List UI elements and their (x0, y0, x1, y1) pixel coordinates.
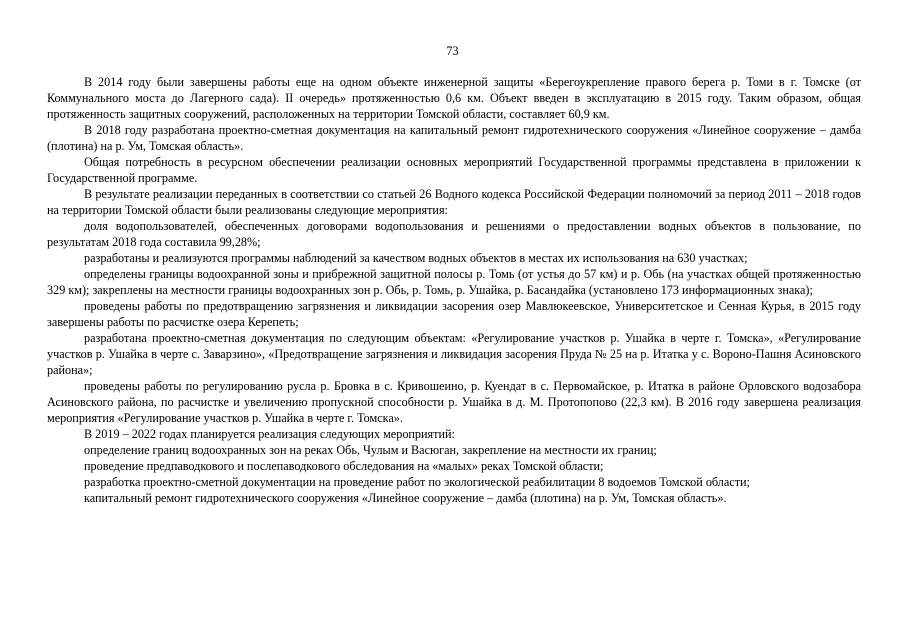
list-item-protection-zones: определены границы водоохранной зоны и прибрежной защитной полосы р. Томь (от устья до 57 км) и р. Обь (на участках общей протяженностью 329 км); закреплены на местности границы водоохранных зон р. Обь, р. Томь, р. Ушайка, р. Басандайка (установлено 173 информационных знака); (47, 267, 861, 297)
list-item-zone-boundaries: определение границ водоохранных зон на реках Обь, Чулым и Васюган, закрепление на местности их границ; (84, 443, 657, 457)
paragraph-planned-2019-2022: В 2019 – 2022 годах планируется реализация следующих мероприятий: (84, 427, 455, 441)
list-item-flood-survey: проведение предпаводкового и послепаводкового обследования на «малых» реках Томской области; (84, 459, 604, 473)
paragraph-embankment-tomsk: В 2014 году были завершены работы еще на одном объекте инженерной защиты «Берегоукрепление правого берега р. Томи в г. Томске (от Коммунального моста до Лагерного сада). II очередь» протяженностью 0,6 км. Объект введен в эксплуатацию в 2015 году. Таким образом, общая протяженность защитных сооружений, расположенных на территории Томской области, составляет 60,9 км. (47, 75, 861, 121)
list-item-dam-repair: капитальный ремонт гидротехнического сооружения «Линейное сооружение – дамба (плотина) на р. Ум, Томская область». (84, 491, 727, 505)
paragraph-dam-documentation: В 2018 году разработана проектно-сметная документация на капитальный ремонт гидротехнического сооружения «Линейное сооружение – дамба (плотина) на р. Ум, Томская область». (47, 123, 861, 153)
list-item-lakes-cleanup: проведены работы по предотвращению загрязнения и ликвидации засорения озер Мавлюкеевское, Университетское и Сенная Курья, в 2015 году завершены работы по расчистке озера Керепеть; (47, 299, 861, 329)
list-item-monitoring-programs: разработаны и реализуются программы наблюдений за качеством водных объектов в местах их использования на 630 участках; (84, 251, 748, 265)
list-item-riverbed-regulation: проведены работы по регулированию русла р. Бровка в с. Кривошеино, р. Куендат в с. Первомайское, р. Итатка в районе Орловского водозабора Асиновского района, по расчистке и увеличению пропускной способности р. Ушайка в д. М. Протопопово (22,3 км). В 2016 году завершена реализация мероприятия «Регулирование участков р. Ушайка в черте г. Томска». (47, 379, 861, 425)
document-body (47, 74, 861, 506)
list-item-rehabilitation-docs: разработка проектно-сметной документации на проведение работ по экологической реабилитации 8 водоемов Томской области; (84, 475, 750, 489)
list-item-design-documentation: разработана проектно-сметная документация по следующим объектам: «Регулирование участков р. Ушайка в черте г. Томска», «Регулирование участков р. Ушайка в черте с. Заварзино», «Предотвращение загрязнения и ликвидация засорения Пруда № 25 на р. Итатка у с. Вороно-Пашня Асиновского района»; (47, 331, 861, 377)
page-number: 73 (446, 44, 459, 58)
paragraph-water-code-results: В результате реализации переданных в соответствии со статьей 26 Водного кодекса Российской Федерации полномочий за период 2011 – 2018 годов на территории Томской области были реализованы следующие мероприятия: (47, 187, 861, 217)
list-item-water-users-share: доля водопользователей, обеспеченных договорами водопользования и решениями о предоставлении водных объектов в пользование, по результатам 2018 года составила 99,28%; (47, 219, 861, 249)
paragraph-resource-needs: Общая потребность в ресурсном обеспечении реализации основных мероприятий Государственной программы представлена в приложении к Государственной программе. (47, 155, 861, 185)
